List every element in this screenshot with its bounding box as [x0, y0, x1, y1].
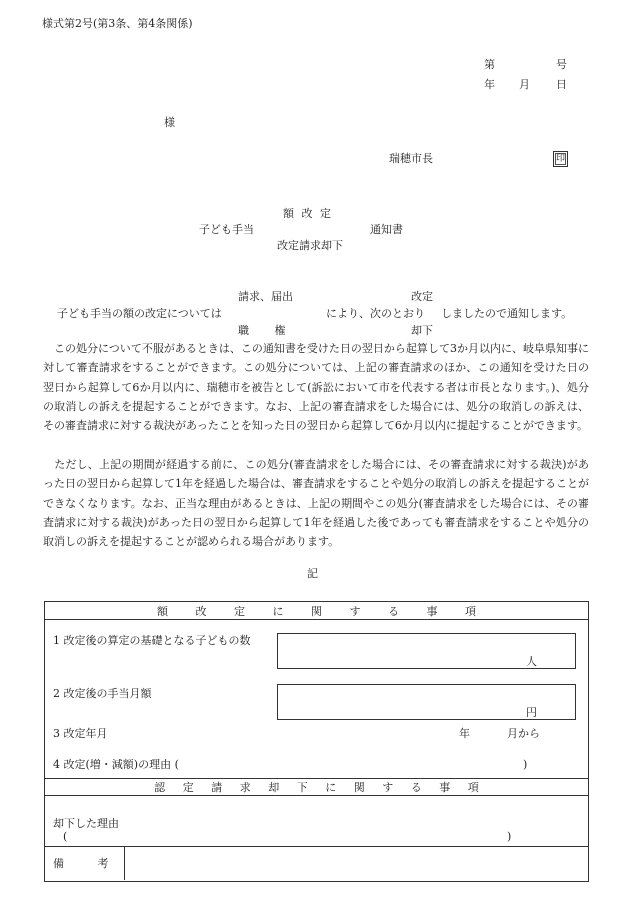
addressee-suffix: 様	[164, 116, 175, 129]
monthly-amount-label: 2 改定後の手当月額	[53, 687, 152, 700]
title-line-2-right: 通知書	[370, 223, 403, 236]
document-number-prefix: 第	[484, 58, 495, 71]
remarks-field[interactable]	[125, 847, 587, 880]
appeal-paragraph-2-text: ただし、上記の期間が経過する前に、この処分(審査請求をした場合には、その審査請求に対する裁決)があった日の翌日から起算して1年を経過した場合は、審査請求をすることや処分の取消しの訴えを提起することができなくなります。なお、正当な理由があるときは、上記の期間やこの処分(審査請求をした場合には、その審査請求に対する裁決)があった日の翌日から起算して1年を経過した後であっても審査請求をすることや処分の取消しの訴えを提起することが認められる場合があります。	[43, 458, 589, 549]
revision-month-label: 3 改定年月	[53, 727, 108, 740]
form-number-label: 様式第2号(第3条、第4条関係)	[42, 17, 193, 30]
title-line-3: 改定請求却下	[277, 239, 343, 252]
date-day: 日	[556, 78, 567, 91]
revision-section-header: 額 改 定 に 関 す る 事 項	[157, 605, 476, 618]
child-count-field[interactable]	[277, 633, 576, 669]
rejection-reason-label: 却下した理由	[53, 817, 119, 830]
appeal-paragraph-1	[43, 339, 589, 435]
divider	[45, 778, 588, 779]
option-reject: 却下	[411, 324, 433, 337]
rejection-reason-open: (	[63, 830, 68, 843]
child-count-unit: 人	[526, 655, 537, 668]
revision-reason-close: )	[523, 758, 528, 771]
monthly-amount-unit: 円	[526, 706, 537, 719]
seal-stamp	[553, 151, 568, 167]
title-line-2-left: 子ども手当	[199, 223, 254, 236]
rejection-section-header: 認 定 請 求 却 下 に 関 す る 事 項	[154, 781, 479, 794]
revision-reason-label: 4 改定(増・減額)の理由 (	[53, 758, 179, 771]
remarks-label: 備 考	[53, 857, 109, 870]
seal-char: 印	[555, 154, 565, 164]
divider	[45, 619, 588, 620]
revision-year-unit: 年	[459, 727, 470, 740]
divider	[45, 795, 588, 796]
appeal-paragraph-2	[43, 455, 589, 551]
date-month: 月	[519, 78, 530, 91]
child-count-label: 1 改定後の算定の基礎となる子どもの数	[53, 634, 251, 647]
details-table	[44, 601, 589, 882]
ki-heading: 記	[307, 567, 318, 580]
option-request-notice: 請求、届出	[238, 290, 293, 303]
body-main-end: しましたので通知します。	[441, 307, 573, 320]
appeal-paragraph-1-text: この処分について不服があるときは、この通知書を受けた日の翌日から起算して3か月以内に、岐阜県知事に対して審査請求をすることができます。この処分については、上記の審査請求のほか、この通知を受けた日の翌日から起算して6か月以内に、瑞穂市を被告として(訴訟において市を代表する者は市長となります。)、処分の取消しの訴えを提起することができます。なお、上記の審査請求をした場合には、処分の取消しの訴えは、その審査請求に対する裁決があったことを知った日の翌日から起算して6か月以内に提起することができます。	[43, 342, 589, 433]
revision-month-unit: 月から	[507, 727, 540, 740]
option-revise: 改定	[411, 290, 433, 303]
body-main-mid: により、次のとおり	[326, 307, 425, 320]
issuer-name: 瑞穂市長	[389, 152, 433, 165]
title-line-1: 額 改 定	[283, 207, 331, 220]
option-ex-officio: 職 権	[238, 324, 286, 337]
rejection-reason-close: )	[507, 830, 512, 843]
document-number-suffix: 号	[556, 58, 567, 71]
date-year: 年	[484, 78, 495, 91]
body-main-start: 子ども手当の額の改定については	[57, 307, 222, 320]
monthly-amount-field[interactable]	[277, 684, 576, 720]
